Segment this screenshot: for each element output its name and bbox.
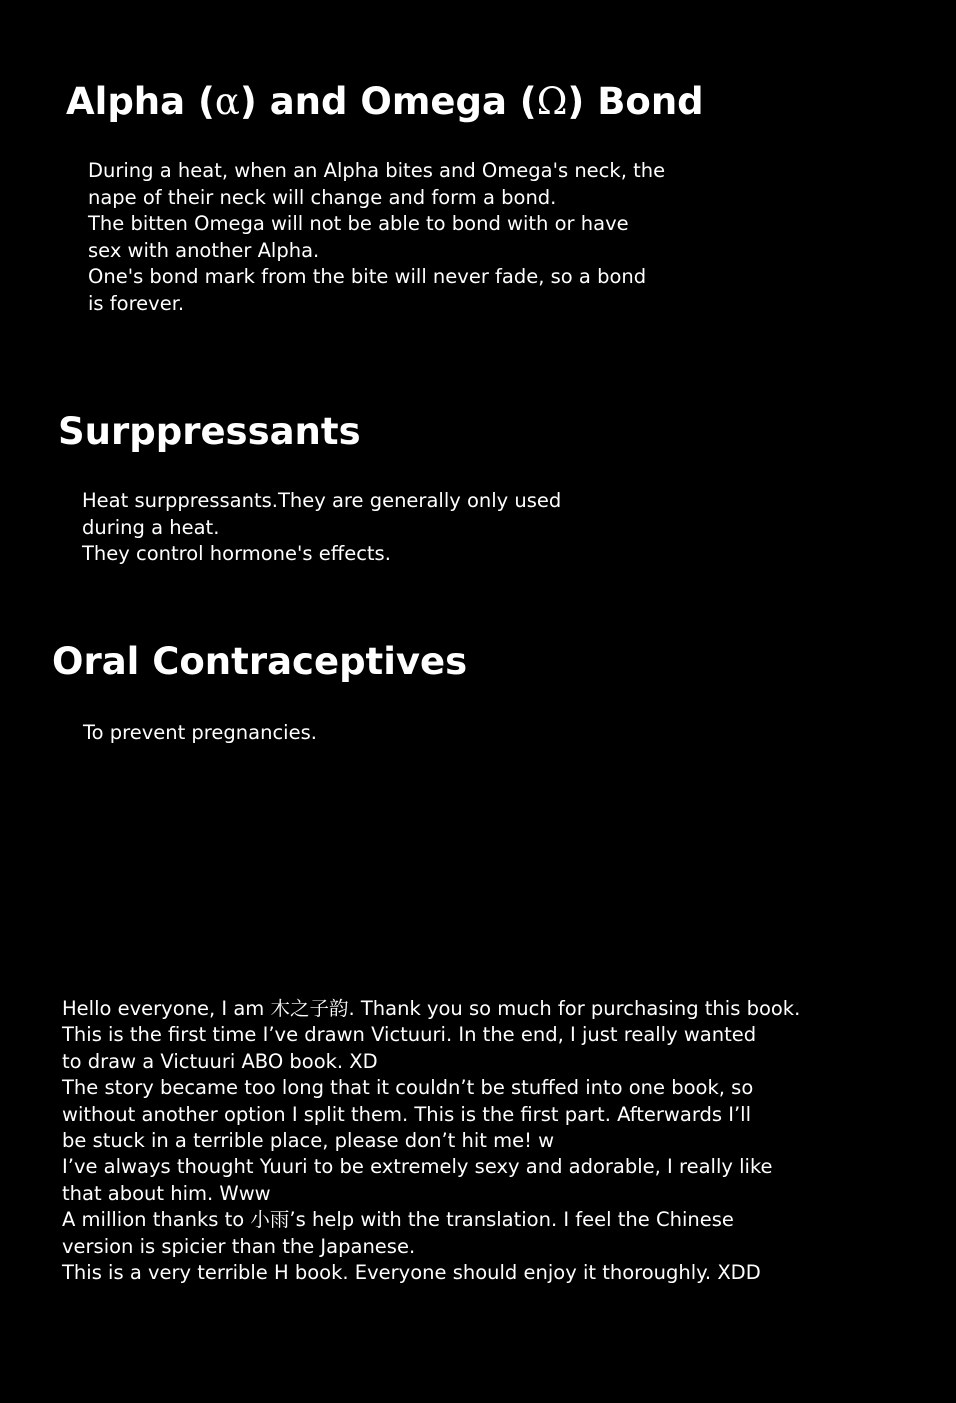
afterword-line: version is spicier than the Japanese. — [62, 1234, 416, 1258]
bond-line: One's bond mark from the bite will never fade, so a bond — [88, 265, 647, 289]
bond-title-part3: ) Bond — [567, 80, 704, 123]
contraceptives-heading: Oral Contraceptives — [52, 640, 468, 683]
contraceptives-description — [83, 720, 467, 747]
afterword-line: The story became too long that it couldn’t be stuffed into one book, so — [62, 1076, 754, 1100]
afterword-line: to draw a Victuuri ABO book. XD — [62, 1049, 378, 1073]
contraceptives-line: To prevent pregnancies. — [83, 721, 317, 744]
afterword-line: that about him. Www — [62, 1181, 271, 1205]
afterword-line: This is a very terrible H book. Everyone should enjoy it thoroughly. XDD — [62, 1261, 761, 1285]
afterword-section — [62, 996, 800, 1286]
bond-line: sex with another Alpha. — [88, 238, 320, 262]
bond-line: During a heat, when an Alpha bites and Omega's neck, the — [88, 159, 666, 182]
afterword-line: I’ve always thought Yuuri to be extremely sexy and adorable, I really like — [62, 1155, 773, 1179]
bond-title-part1: Alpha ( — [66, 80, 215, 123]
bond-description — [88, 158, 704, 318]
bond-line: The bitten Omega will not be able to bond with or have — [88, 212, 629, 236]
bond-title-part2: ) and Omega ( — [239, 80, 537, 123]
suppressants-heading: Surppressants — [58, 410, 361, 453]
suppressants-description — [82, 488, 561, 568]
omega-symbol: Ω — [536, 80, 568, 123]
afterword-line: This is the first time I’ve drawn Victuuri. In the end, I just really wanted — [62, 1023, 757, 1047]
suppressants-line: Heat surppressants.They are generally only used — [82, 489, 562, 512]
afterword-line: A million thanks to 小雨’s help with the translation. I feel the Chinese — [62, 1208, 734, 1232]
bond-section — [66, 80, 704, 318]
suppressants-line: during a heat. — [82, 515, 220, 539]
contraceptives-section — [52, 640, 467, 747]
alpha-symbol: α — [214, 80, 240, 123]
bond-heading — [66, 80, 704, 124]
suppressants-line: They control hormone's effects. — [82, 542, 391, 566]
bond-line: is forever. — [88, 291, 185, 315]
afterword-line: be stuck in a terrible place, please don’t hit me! w — [62, 1129, 555, 1153]
afterword-line: without another option I split them. This is the first part. Afterwards I’ll — [62, 1102, 752, 1126]
afterword-text — [62, 996, 800, 1286]
suppressants-section — [58, 410, 561, 568]
afterword-line: Hello everyone, I am 木之子韵. Thank you so much for purchasing this book. — [62, 997, 801, 1020]
bond-line: nape of their neck will change and form a bond. — [88, 185, 557, 209]
